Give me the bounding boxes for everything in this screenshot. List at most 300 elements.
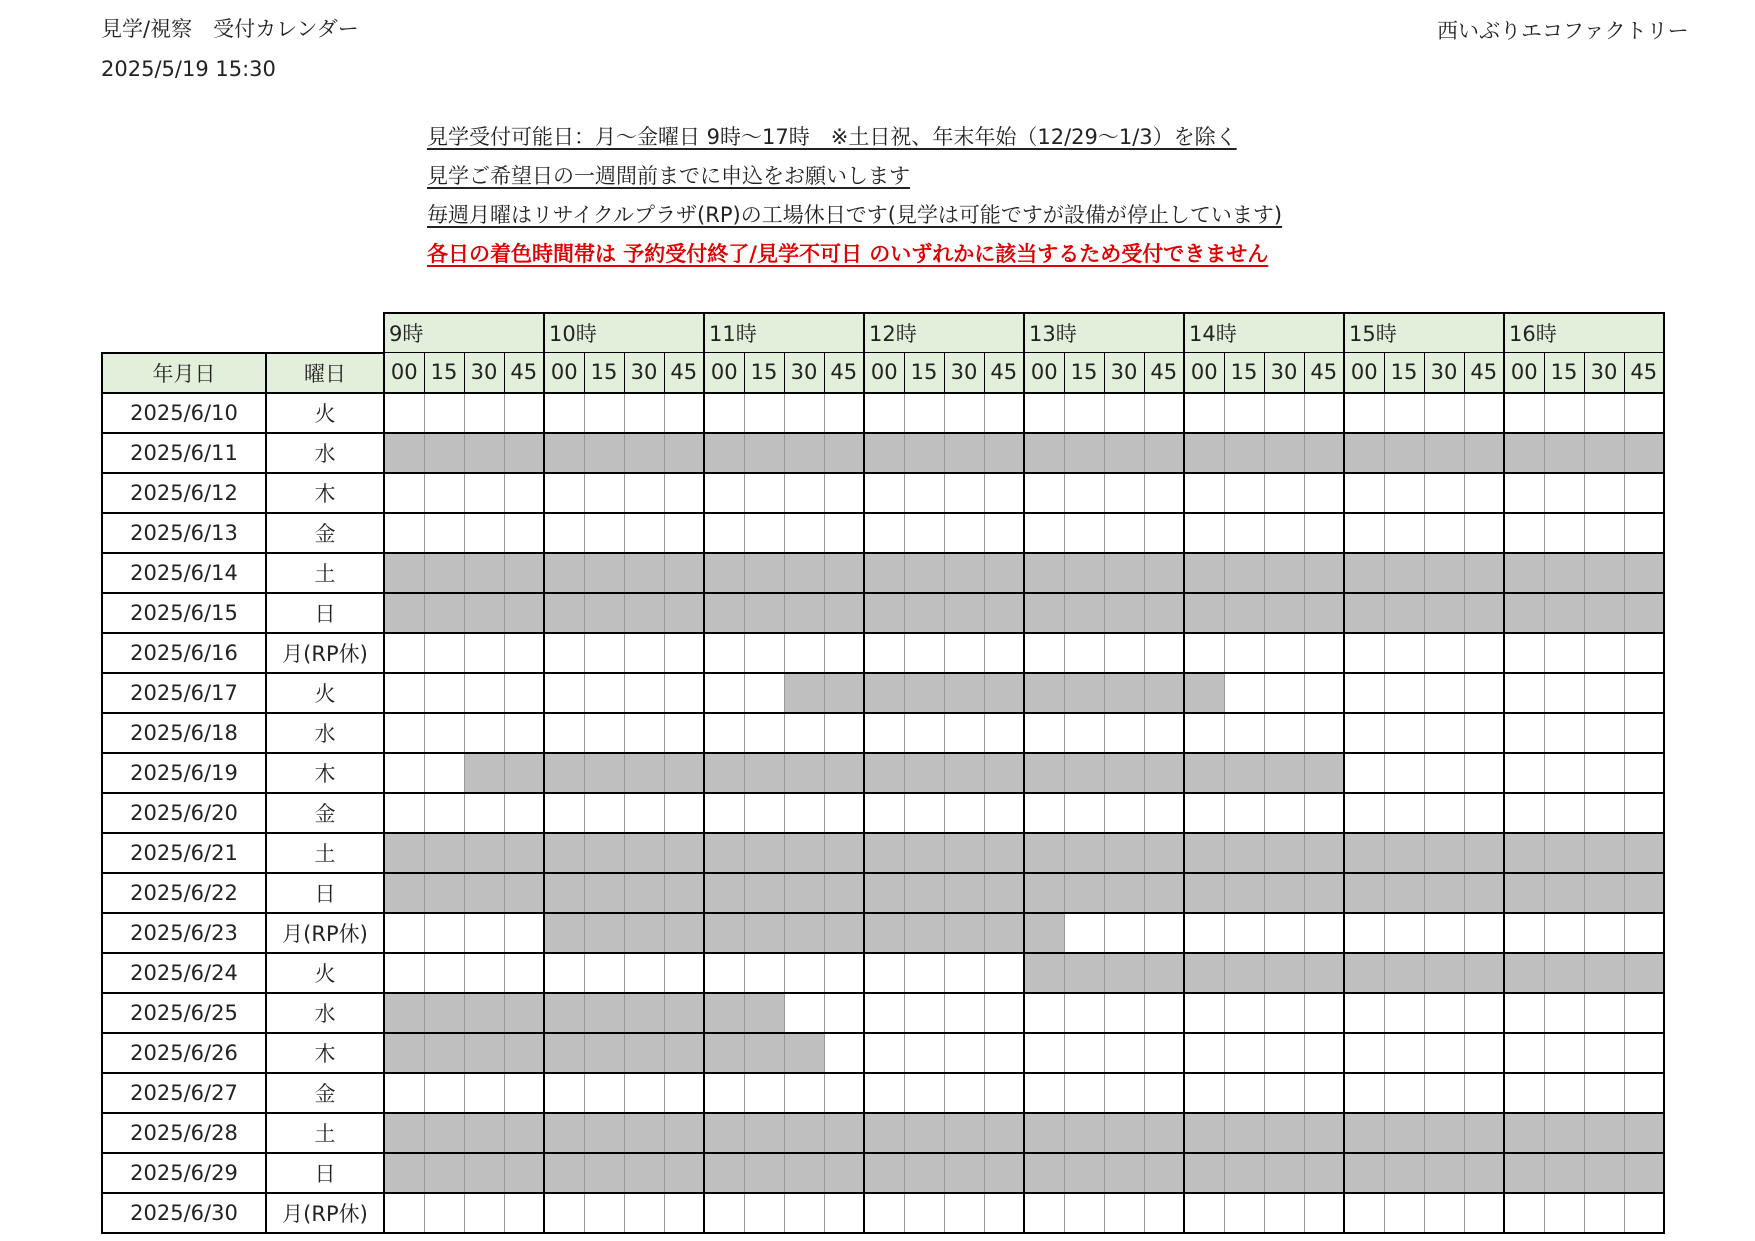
time-slot-open xyxy=(384,713,424,753)
booking-calendar-table xyxy=(101,312,1665,1234)
time-slot-closed xyxy=(624,993,664,1033)
time-slot-closed xyxy=(1304,753,1344,793)
time-slot-open xyxy=(1144,513,1184,553)
time-slot-closed xyxy=(704,553,744,593)
time-slot-closed xyxy=(744,993,784,1033)
time-slot-closed xyxy=(464,753,504,793)
time-slot-open xyxy=(1624,473,1664,513)
time-slot-open xyxy=(1304,1073,1344,1113)
time-slot-closed xyxy=(1424,873,1464,913)
time-slot-open xyxy=(1504,673,1544,713)
time-slot-open xyxy=(1424,1193,1464,1233)
time-slot-open xyxy=(1064,393,1104,433)
calendar-row xyxy=(102,513,1664,553)
time-slot-open xyxy=(984,1193,1024,1233)
time-slot-closed xyxy=(584,1033,624,1073)
time-slot-closed xyxy=(1304,553,1344,593)
time-slot-open xyxy=(744,1193,784,1233)
time-slot-closed xyxy=(864,873,904,913)
time-slot-open xyxy=(584,793,624,833)
time-slot-open xyxy=(704,953,744,993)
time-slot-open xyxy=(1264,513,1304,553)
time-slot-open xyxy=(1304,913,1344,953)
time-slot-open xyxy=(784,473,824,513)
time-slot-closed xyxy=(1424,953,1464,993)
time-slot-open xyxy=(1384,1193,1424,1233)
time-slot-closed xyxy=(1344,433,1384,473)
time-slot-open xyxy=(504,713,544,753)
time-slot-closed xyxy=(1464,433,1504,473)
time-slot-closed xyxy=(464,873,504,913)
time-slot-open xyxy=(1184,1193,1224,1233)
time-slot-open xyxy=(424,673,464,713)
time-slot-open xyxy=(1064,633,1104,673)
time-slot-closed xyxy=(664,1113,704,1153)
time-slot-closed xyxy=(1464,833,1504,873)
time-slot-closed xyxy=(384,593,424,633)
time-slot-open xyxy=(704,473,744,513)
time-slot-open xyxy=(1424,1033,1464,1073)
time-slot-closed xyxy=(704,1153,744,1193)
time-slot-closed xyxy=(624,553,664,593)
time-slot-closed xyxy=(1144,753,1184,793)
calendar-row xyxy=(102,913,1664,953)
time-slot-open xyxy=(1544,633,1584,673)
time-slot-open xyxy=(1224,1193,1264,1233)
time-slot-open xyxy=(1544,753,1584,793)
time-slot-open xyxy=(1304,993,1344,1033)
weekday-column-header: 曜日 xyxy=(266,353,384,393)
time-slot-open xyxy=(1624,633,1664,673)
time-slot-closed xyxy=(1424,433,1464,473)
time-slot-open xyxy=(984,473,1024,513)
time-slot-open xyxy=(864,393,904,433)
time-slot-closed xyxy=(1544,593,1584,633)
date-cell: 2025/6/28 xyxy=(102,1113,266,1153)
time-slot-closed xyxy=(1064,953,1104,993)
time-slot-closed xyxy=(464,593,504,633)
time-slot-open xyxy=(904,953,944,993)
time-slot-closed xyxy=(1424,833,1464,873)
time-slot-open xyxy=(1344,1193,1384,1233)
time-slot-open xyxy=(704,1073,744,1113)
time-slot-open xyxy=(1424,473,1464,513)
time-slot-closed xyxy=(1464,593,1504,633)
time-slot-closed xyxy=(1384,873,1424,913)
time-slot-open xyxy=(1584,1073,1624,1113)
time-slot-open xyxy=(984,953,1024,993)
time-slot-closed xyxy=(904,1153,944,1193)
time-slot-closed xyxy=(1264,433,1304,473)
time-slot-open xyxy=(984,393,1024,433)
calendar-row xyxy=(102,833,1664,873)
time-slot-closed xyxy=(424,593,464,633)
time-slot-open xyxy=(664,513,704,553)
time-slot-open xyxy=(504,1193,544,1233)
time-slot-open xyxy=(1464,513,1504,553)
time-slot-open xyxy=(1304,793,1344,833)
time-slot-open xyxy=(384,953,424,993)
time-slot-open xyxy=(1304,633,1344,673)
time-slot-open xyxy=(664,1193,704,1233)
time-slot-closed xyxy=(1384,833,1424,873)
time-slot-open xyxy=(1264,993,1304,1033)
quarter-header: 45 xyxy=(824,353,864,393)
time-slot-closed xyxy=(744,753,784,793)
quarter-header-row xyxy=(102,353,1664,393)
time-slot-closed xyxy=(1304,873,1344,913)
time-slot-open xyxy=(944,1073,984,1113)
time-slot-closed xyxy=(784,553,824,593)
time-slot-open xyxy=(1464,1193,1504,1233)
time-slot-open xyxy=(1224,793,1264,833)
time-slot-open xyxy=(1424,913,1464,953)
time-slot-closed xyxy=(1624,593,1664,633)
time-slot-open xyxy=(1424,633,1464,673)
time-slot-closed xyxy=(904,833,944,873)
time-slot-open xyxy=(1464,793,1504,833)
time-slot-open xyxy=(1464,393,1504,433)
time-slot-closed xyxy=(544,1113,584,1153)
time-slot-open xyxy=(1584,1193,1624,1233)
time-slot-open xyxy=(504,513,544,553)
quarter-header: 00 xyxy=(384,353,424,393)
time-slot-open xyxy=(1384,793,1424,833)
time-slot-open xyxy=(1184,633,1224,673)
time-slot-open xyxy=(1344,473,1384,513)
time-slot-open xyxy=(504,793,544,833)
time-slot-closed xyxy=(664,433,704,473)
time-slot-closed xyxy=(584,993,624,1033)
time-slot-closed xyxy=(384,873,424,913)
time-slot-open xyxy=(1424,673,1464,713)
time-slot-closed xyxy=(1584,953,1624,993)
time-slot-open xyxy=(1464,753,1504,793)
time-slot-open xyxy=(904,1193,944,1233)
time-slot-closed xyxy=(1024,553,1064,593)
time-slot-open xyxy=(1464,913,1504,953)
time-slot-closed xyxy=(1024,873,1064,913)
time-slot-closed xyxy=(424,993,464,1033)
time-slot-closed xyxy=(1024,1153,1064,1193)
date-cell: 2025/6/23 xyxy=(102,913,266,953)
time-slot-closed xyxy=(904,433,944,473)
time-slot-open xyxy=(744,793,784,833)
time-slot-open xyxy=(1144,473,1184,513)
time-slot-open xyxy=(1384,713,1424,753)
time-slot-open xyxy=(1584,713,1624,753)
quarter-header: 30 xyxy=(464,353,504,393)
time-slot-open xyxy=(1504,1033,1544,1073)
time-slot-open xyxy=(1024,633,1064,673)
time-slot-open xyxy=(1504,1193,1544,1233)
time-slot-closed xyxy=(1224,833,1264,873)
time-slot-open xyxy=(1384,1033,1424,1073)
time-slot-closed xyxy=(1464,1153,1504,1193)
time-slot-open xyxy=(1304,393,1344,433)
time-slot-closed xyxy=(544,1153,584,1193)
weekday-cell: 日 xyxy=(266,1153,384,1193)
time-slot-open xyxy=(384,633,424,673)
time-slot-closed xyxy=(744,553,784,593)
time-slot-closed xyxy=(1104,433,1144,473)
time-slot-closed xyxy=(584,1113,624,1153)
calendar-row xyxy=(102,433,1664,473)
time-slot-open xyxy=(664,1073,704,1113)
time-slot-closed xyxy=(784,1153,824,1193)
time-slot-open xyxy=(464,513,504,553)
time-slot-open xyxy=(1104,1073,1144,1113)
quarter-header: 30 xyxy=(784,353,824,393)
time-slot-open xyxy=(384,1193,424,1233)
time-slot-open xyxy=(824,393,864,433)
time-slot-open xyxy=(464,913,504,953)
time-slot-closed xyxy=(1344,593,1384,633)
date-cell: 2025/6/30 xyxy=(102,1193,266,1233)
weekday-cell: 土 xyxy=(266,833,384,873)
weekday-cell: 木 xyxy=(266,753,384,793)
date-cell: 2025/6/19 xyxy=(102,753,266,793)
time-slot-closed xyxy=(784,1113,824,1153)
time-slot-open xyxy=(1224,633,1264,673)
time-slot-open xyxy=(1544,913,1584,953)
weekday-cell: 月(RP休) xyxy=(266,1193,384,1233)
time-slot-open xyxy=(1144,1073,1184,1113)
time-slot-open xyxy=(1344,633,1384,673)
time-slot-open xyxy=(1464,1033,1504,1073)
time-slot-open xyxy=(824,513,864,553)
time-slot-open xyxy=(1104,513,1144,553)
date-cell: 2025/6/20 xyxy=(102,793,266,833)
time-slot-open xyxy=(464,473,504,513)
time-slot-open xyxy=(744,633,784,673)
time-slot-open xyxy=(1544,673,1584,713)
time-slot-open xyxy=(944,953,984,993)
time-slot-closed xyxy=(744,433,784,473)
time-slot-closed xyxy=(1464,553,1504,593)
quarter-header: 15 xyxy=(424,353,464,393)
time-slot-closed xyxy=(1544,953,1584,993)
time-slot-closed xyxy=(464,1153,504,1193)
time-slot-closed xyxy=(824,553,864,593)
time-slot-closed xyxy=(1304,833,1344,873)
time-slot-closed xyxy=(784,1033,824,1073)
time-slot-closed xyxy=(1504,433,1544,473)
time-slot-open xyxy=(1264,713,1304,753)
time-slot-open xyxy=(504,673,544,713)
time-slot-open xyxy=(424,953,464,993)
time-slot-open xyxy=(1184,713,1224,753)
time-slot-closed xyxy=(1544,1113,1584,1153)
time-slot-closed xyxy=(584,753,624,793)
quarter-header: 30 xyxy=(1264,353,1304,393)
time-slot-open xyxy=(1544,393,1584,433)
time-slot-closed xyxy=(664,1153,704,1193)
time-slot-closed xyxy=(944,553,984,593)
time-slot-closed xyxy=(1624,873,1664,913)
time-slot-closed xyxy=(584,913,624,953)
time-slot-closed xyxy=(1184,673,1224,713)
time-slot-open xyxy=(1224,913,1264,953)
time-slot-open xyxy=(1224,393,1264,433)
hour-header: 13時 xyxy=(1024,313,1184,353)
time-slot-open xyxy=(1504,633,1544,673)
time-slot-open xyxy=(1344,1033,1384,1073)
time-slot-open xyxy=(824,1073,864,1113)
time-slot-closed xyxy=(1584,833,1624,873)
time-slot-open xyxy=(1024,1033,1064,1073)
weekday-cell: 日 xyxy=(266,593,384,633)
time-slot-open xyxy=(504,633,544,673)
time-slot-open xyxy=(624,1073,664,1113)
time-slot-closed xyxy=(1304,953,1344,993)
calendar-row xyxy=(102,633,1664,673)
time-slot-open xyxy=(504,393,544,433)
time-slot-closed xyxy=(384,433,424,473)
time-slot-closed xyxy=(1104,1113,1144,1153)
printed-datetime: 2025/5/19 15:30 xyxy=(101,57,276,81)
time-slot-open xyxy=(624,473,664,513)
time-slot-open xyxy=(864,1193,904,1233)
time-slot-closed xyxy=(984,873,1024,913)
time-slot-open xyxy=(1504,753,1544,793)
calendar-row xyxy=(102,713,1664,753)
hour-header: 15時 xyxy=(1344,313,1504,353)
time-slot-closed xyxy=(1584,1113,1624,1153)
time-slot-closed xyxy=(744,1113,784,1153)
time-slot-open xyxy=(1264,473,1304,513)
time-slot-closed xyxy=(664,593,704,633)
time-slot-open xyxy=(1424,753,1464,793)
time-slot-open xyxy=(1024,993,1064,1033)
time-slot-open xyxy=(424,393,464,433)
time-slot-open xyxy=(1144,713,1184,753)
time-slot-closed xyxy=(584,433,624,473)
time-slot-closed xyxy=(784,753,824,793)
time-slot-closed xyxy=(1144,673,1184,713)
time-slot-open xyxy=(384,793,424,833)
weekday-cell: 月(RP休) xyxy=(266,913,384,953)
time-slot-open xyxy=(584,953,624,993)
time-slot-open xyxy=(1504,713,1544,753)
time-slot-closed xyxy=(584,833,624,873)
time-slot-closed xyxy=(1624,553,1664,593)
time-slot-open xyxy=(744,1073,784,1113)
date-cell: 2025/6/10 xyxy=(102,393,266,433)
time-slot-open xyxy=(864,513,904,553)
date-cell: 2025/6/26 xyxy=(102,1033,266,1073)
time-slot-open xyxy=(1104,473,1144,513)
time-slot-open xyxy=(1024,713,1064,753)
weekday-cell: 木 xyxy=(266,1033,384,1073)
time-slot-open xyxy=(1064,993,1104,1033)
time-slot-open xyxy=(584,673,624,713)
hour-header: 12時 xyxy=(864,313,1024,353)
time-slot-open xyxy=(1384,913,1424,953)
time-slot-open xyxy=(664,953,704,993)
time-slot-closed xyxy=(984,593,1024,633)
time-slot-closed xyxy=(704,593,744,633)
time-slot-open xyxy=(544,713,584,753)
date-cell: 2025/6/16 xyxy=(102,633,266,673)
time-slot-open xyxy=(784,513,824,553)
quarter-header: 30 xyxy=(624,353,664,393)
time-slot-closed xyxy=(1224,873,1264,913)
calendar-row xyxy=(102,953,1664,993)
time-slot-open xyxy=(744,393,784,433)
time-slot-closed xyxy=(1584,873,1624,913)
time-slot-open xyxy=(1344,713,1384,753)
time-slot-open xyxy=(704,793,744,833)
time-slot-open xyxy=(944,1033,984,1073)
date-cell: 2025/6/25 xyxy=(102,993,266,1033)
time-slot-closed xyxy=(944,1113,984,1153)
time-slot-closed xyxy=(1384,433,1424,473)
time-slot-closed xyxy=(504,833,544,873)
time-slot-closed xyxy=(984,913,1024,953)
time-slot-closed xyxy=(1624,433,1664,473)
time-slot-open xyxy=(1224,473,1264,513)
time-slot-closed xyxy=(384,553,424,593)
time-slot-closed xyxy=(944,913,984,953)
time-slot-closed xyxy=(624,833,664,873)
weekday-cell: 水 xyxy=(266,993,384,1033)
time-slot-closed xyxy=(1624,1113,1664,1153)
time-slot-open xyxy=(1624,513,1664,553)
time-slot-open xyxy=(1104,1033,1144,1073)
time-slot-open xyxy=(984,993,1024,1033)
time-slot-open xyxy=(1424,393,1464,433)
time-slot-closed xyxy=(1424,593,1464,633)
time-slot-open xyxy=(784,793,824,833)
time-slot-open xyxy=(464,633,504,673)
time-slot-open xyxy=(944,713,984,753)
time-slot-closed xyxy=(1224,553,1264,593)
time-slot-closed xyxy=(624,1153,664,1193)
time-slot-open xyxy=(1304,1033,1344,1073)
time-slot-open xyxy=(664,633,704,673)
time-slot-closed xyxy=(744,873,784,913)
date-cell: 2025/6/15 xyxy=(102,593,266,633)
time-slot-closed xyxy=(424,1153,464,1193)
calendar-row xyxy=(102,673,1664,713)
time-slot-open xyxy=(1264,913,1304,953)
notice-available-days: 見学受付可能日：月～金曜日 9時～17時 ※土日祝、年末年始（12/29～1/3）を除く xyxy=(427,125,1237,149)
time-slot-open xyxy=(944,633,984,673)
time-slot-open xyxy=(1064,713,1104,753)
time-slot-open xyxy=(384,513,424,553)
time-slot-open xyxy=(744,513,784,553)
time-slot-open xyxy=(1224,513,1264,553)
time-slot-closed xyxy=(704,1033,744,1073)
time-slot-open xyxy=(744,953,784,993)
time-slot-open xyxy=(1424,1073,1464,1113)
time-slot-closed xyxy=(1624,833,1664,873)
time-slot-open xyxy=(1104,913,1144,953)
time-slot-closed xyxy=(1384,553,1424,593)
time-slot-closed xyxy=(1504,593,1544,633)
time-slot-closed xyxy=(424,1113,464,1153)
time-slot-closed xyxy=(624,1033,664,1073)
facility-name: 西いぶりエコファクトリー xyxy=(1437,19,1689,43)
time-slot-open xyxy=(1104,713,1144,753)
time-slot-open xyxy=(1264,393,1304,433)
time-slot-closed xyxy=(1064,1153,1104,1193)
time-slot-closed xyxy=(864,913,904,953)
time-slot-closed xyxy=(1224,593,1264,633)
time-slot-open xyxy=(744,673,784,713)
time-slot-open xyxy=(1304,713,1344,753)
